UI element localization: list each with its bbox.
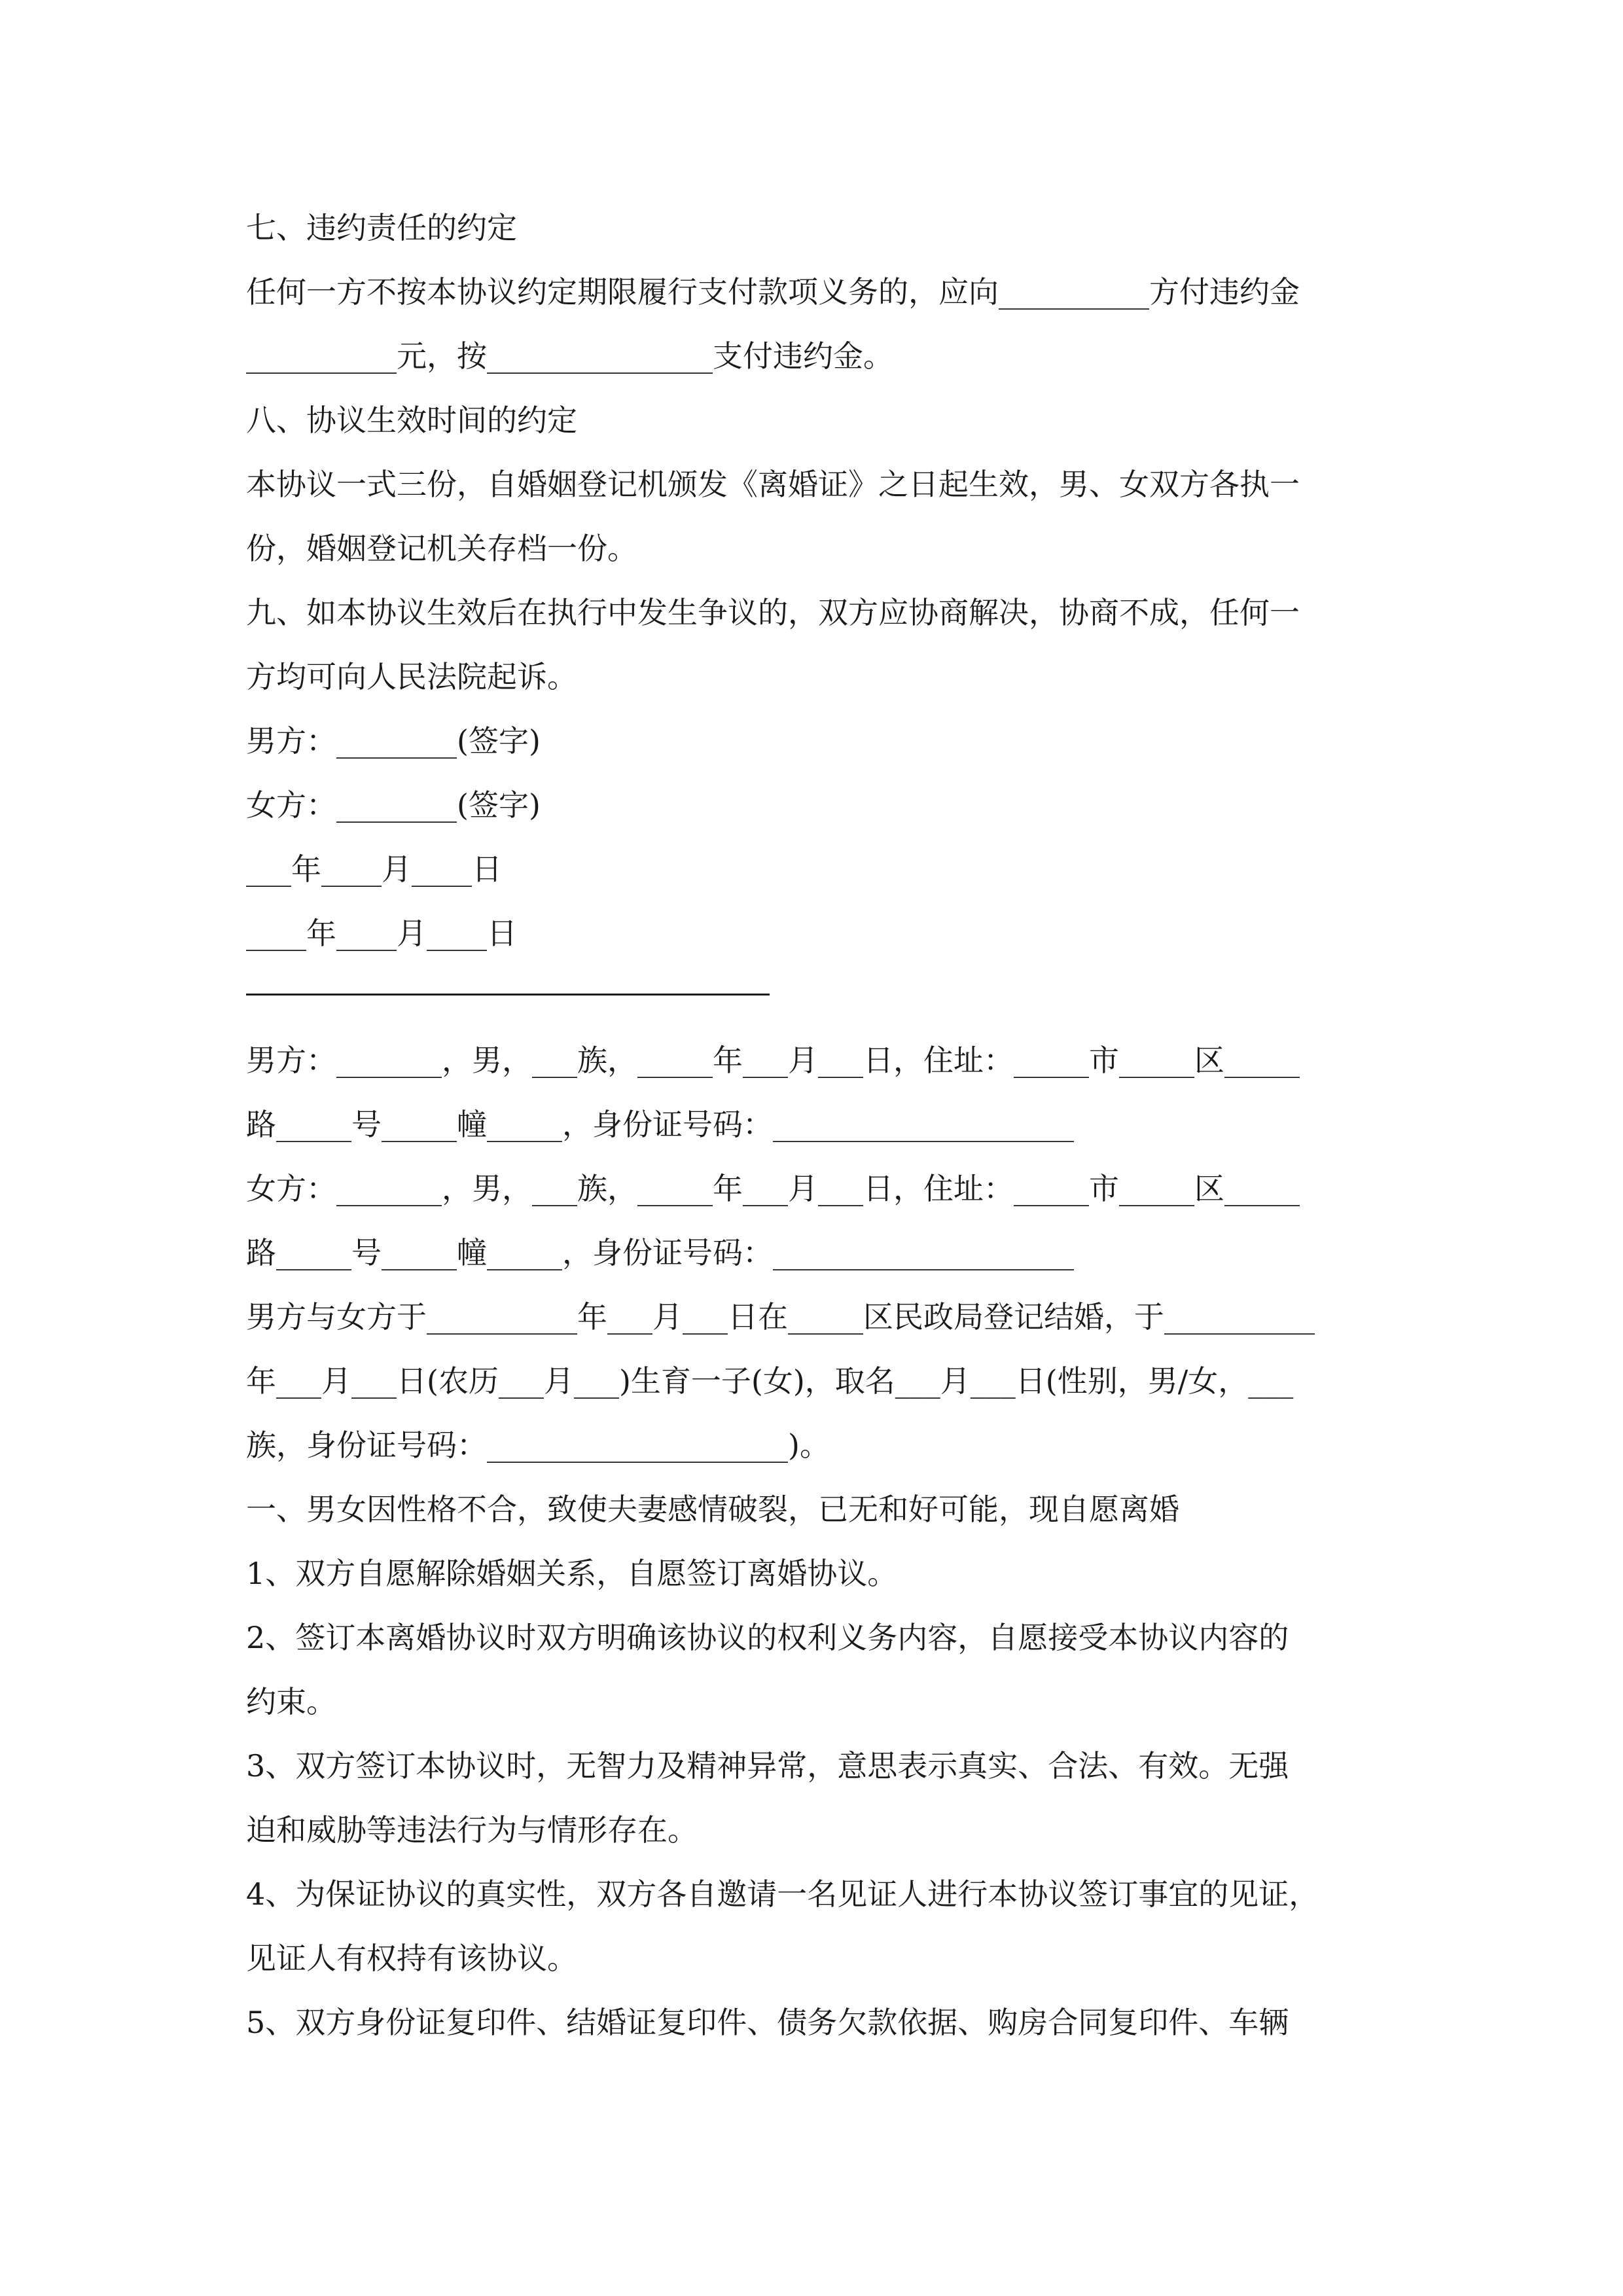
signature-line-female: 女方：________(签字): [246, 787, 541, 823]
section-heading-breach-liability: 七、违约责任的约定: [246, 210, 517, 245]
section-heading-divorce-reason: 一、男女因性格不合，致使夫妻感情破裂，已无和好可能，现自愿离婚: [246, 1492, 1179, 1527]
clause-line: 1、双方自愿解除婚姻关系，自愿签订离婚协议。: [246, 1556, 898, 1591]
marriage-info-line: 男方与女方于__________年___月___日在_____区民政局登记结婚，于__________: [246, 1299, 1315, 1335]
separator-rule: [246, 994, 770, 996]
clause-line: 5、双方身份证复印件、结婚证复印件、债务欠款依据、购房合同复印件、车辆: [246, 2005, 1289, 2040]
paragraph-line: __________元，按_______________支付违约金。: [246, 338, 893, 374]
clause-line: 2、签订本离婚协议时双方明确该协议的权利义务内容，自愿接受本协议内容的: [246, 1620, 1289, 1655]
clause-line: 4、为保证协议的真实性，双方各自邀请一名见证人进行本协议签订事宜的见证，: [246, 1876, 1319, 1912]
clause-line: 迫和威胁等违法行为与情形存在。: [246, 1812, 698, 1848]
paragraph-line: 本协议一式三份，自婚姻登记机颁发《离婚证》之日起生效，男、女双方各执一: [246, 467, 1300, 502]
marriage-info-line: 族，身份证号码：____________________)。: [246, 1427, 830, 1463]
party-info-line: 路_____号_____幢_____，身份证号码：____________________: [246, 1235, 1074, 1270]
signature-line-male: 男方：________(签字): [246, 723, 541, 759]
section-heading-disputes: 九、如本协议生效后在执行中发生争议的，双方应协商解决，协商不成，任何一: [246, 595, 1300, 630]
marriage-info-line: 年___月___日(农历___月___)生育一子(女)，取名___月___日(性别，男/女，___: [246, 1363, 1294, 1399]
clause-line: 见证人有权持有该协议。: [246, 1941, 577, 1976]
section-heading-effective-time: 八、协议生效时间的约定: [246, 403, 577, 438]
clause-line: 约束。: [246, 1684, 336, 1719]
party-info-line: 男方：_______，男，___族，_____年___月___日，住址：_____市_____区_____: [246, 1043, 1300, 1078]
paragraph-line: 方均可向人民法院起诉。: [246, 659, 577, 694]
date-line: ___年____月____日: [246, 852, 502, 887]
party-info-line: 女方：_______，男，___族，_____年___月___日，住址：_____市_____区_____: [246, 1171, 1300, 1206]
date-line: ____年____月____日: [246, 916, 517, 951]
paragraph-line: 份，婚姻登记机关存档一份。: [246, 531, 637, 566]
party-info-line: 路_____号_____幢_____，身份证号码：____________________: [246, 1107, 1074, 1142]
paragraph-line: 任何一方不按本协议约定期限履行支付款项义务的，应向__________方付违约金: [246, 274, 1300, 310]
clause-line: 3、双方签订本协议时，无智力及精神异常，意思表示真实、合法、有效。无强: [246, 1748, 1289, 1784]
